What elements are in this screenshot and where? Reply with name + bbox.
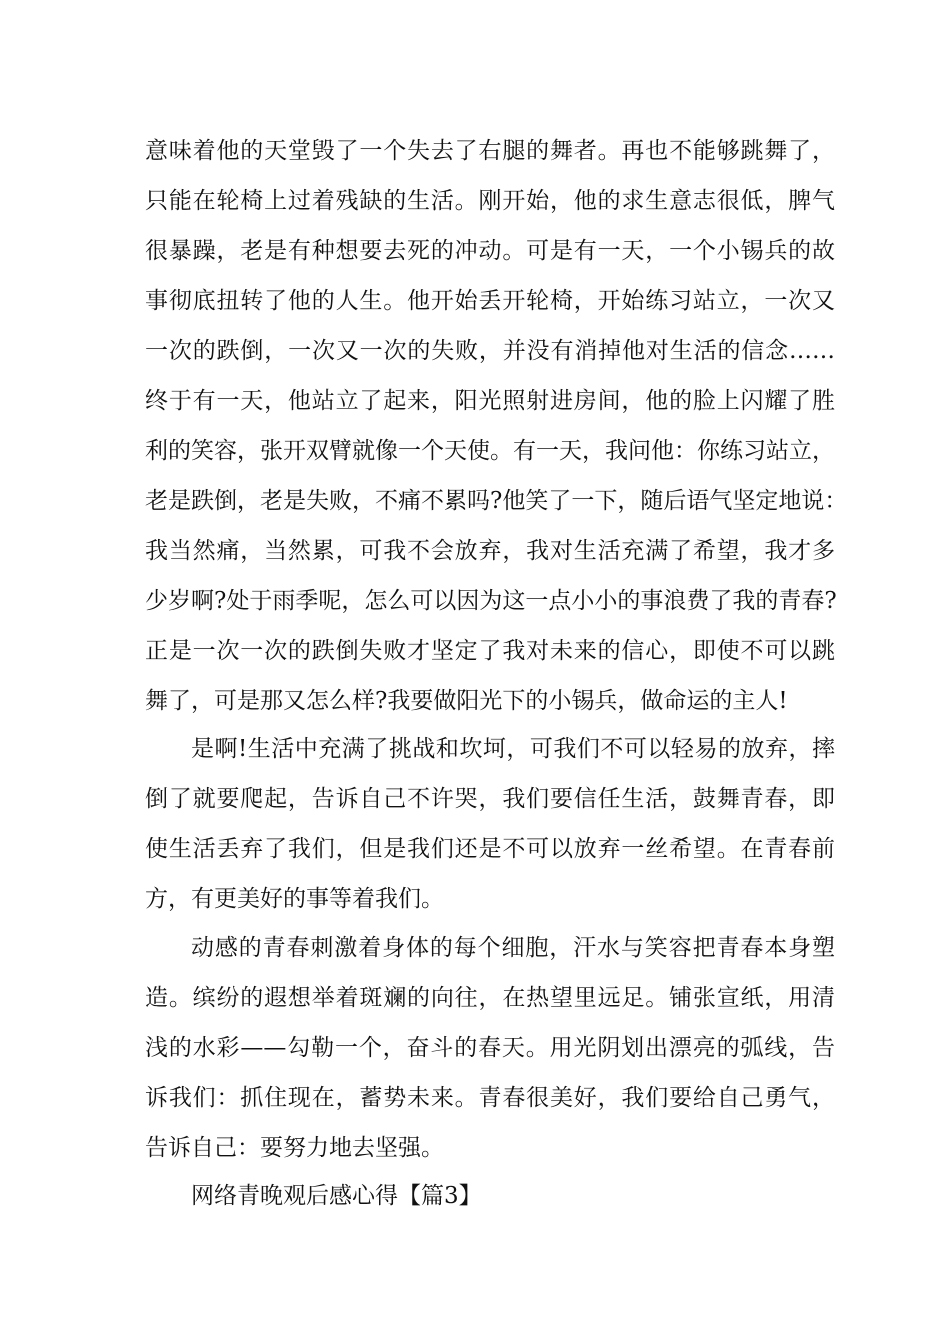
paragraph-line: 造。缤纷的遐想举着斑斓的向往，在热望里远足。铺张宣纸，用清 (145, 985, 835, 1011)
paragraph-line: 少岁啊?处于雨季呢，怎么可以因为这一点小小的事浪费了我的青春? (145, 588, 837, 614)
section-heading: 网络青晚观后感心得【篇3】 (191, 1183, 482, 1209)
paragraph-line: 事彻底扭转了他的人生。他开始丢开轮椅，开始练习站立，一次又 (145, 288, 835, 314)
section-heading-block (145, 1171, 835, 1221)
paragraph-line: 是啊!生活中充满了挑战和坎坷，可我们不可以轻易的放弃，摔 (191, 736, 835, 762)
paragraph-line: 正是一次一次的跌倒失败才坚定了我对未来的信心，即使不可以跳 (145, 638, 835, 664)
paragraph-line: 我当然痛，当然累，可我不会放弃，我对生活充满了希望，我才多 (145, 538, 835, 564)
paragraph-line: 动感的青春刺激着身体的每个细胞，汗水与笑容把青春本身塑 (191, 935, 835, 961)
paragraph-line: 倒了就要爬起，告诉自己不许哭，我们要信任生活，鼓舞青春，即 (145, 786, 835, 812)
paragraph-line: 使生活丢弃了我们，但是我们还是不可以放弃一丝希望。在青春前 (145, 836, 835, 862)
paragraph-line: 舞了，可是那又怎么样?我要做阳光下的小锡兵，做命运的主人! (145, 688, 788, 714)
paragraph-2 (145, 724, 835, 924)
paragraph-line: 终于有一天，他站立了起来，阳光照射进房间，他的脸上闪耀了胜 (145, 388, 835, 414)
paragraph-3 (145, 923, 835, 1173)
paragraph-line: 方，有更美好的事等着我们。 (145, 886, 444, 912)
paragraph-line: 只能在轮椅上过着残缺的生活。刚开始，他的求生意志很低，脾气 (145, 188, 835, 214)
paragraph-line: 一次的跌倒，一次又一次的失败，并没有消掉他对生活的信念…… (145, 338, 835, 364)
paragraph-line: 告诉自己：要努力地去坚强。 (145, 1135, 444, 1161)
paragraph-line: 老是跌倒，老是失败，不痛不累吗?他笑了一下，随后语气坚定地说： (145, 488, 848, 514)
paragraph-line: 利的笑容，张开双臂就像一个天使。有一天，我问他：你练习站立， (145, 438, 835, 464)
paragraph-line: 浅的水彩——勾勒一个，奋斗的春天。用光阴划出漂亮的弧线，告 (145, 1035, 835, 1061)
paragraph-1 (145, 126, 848, 726)
paragraph-line: 意味着他的天堂毁了一个失去了右腿的舞者。再也不能够跳舞了， (145, 138, 835, 164)
paragraph-line: 诉我们：抓住现在，蓄势未来。青春很美好，我们要给自己勇气， (145, 1085, 835, 1111)
paragraph-line: 很暴躁，老是有种想要去死的冲动。可是有一天，一个小锡兵的故 (145, 238, 835, 264)
